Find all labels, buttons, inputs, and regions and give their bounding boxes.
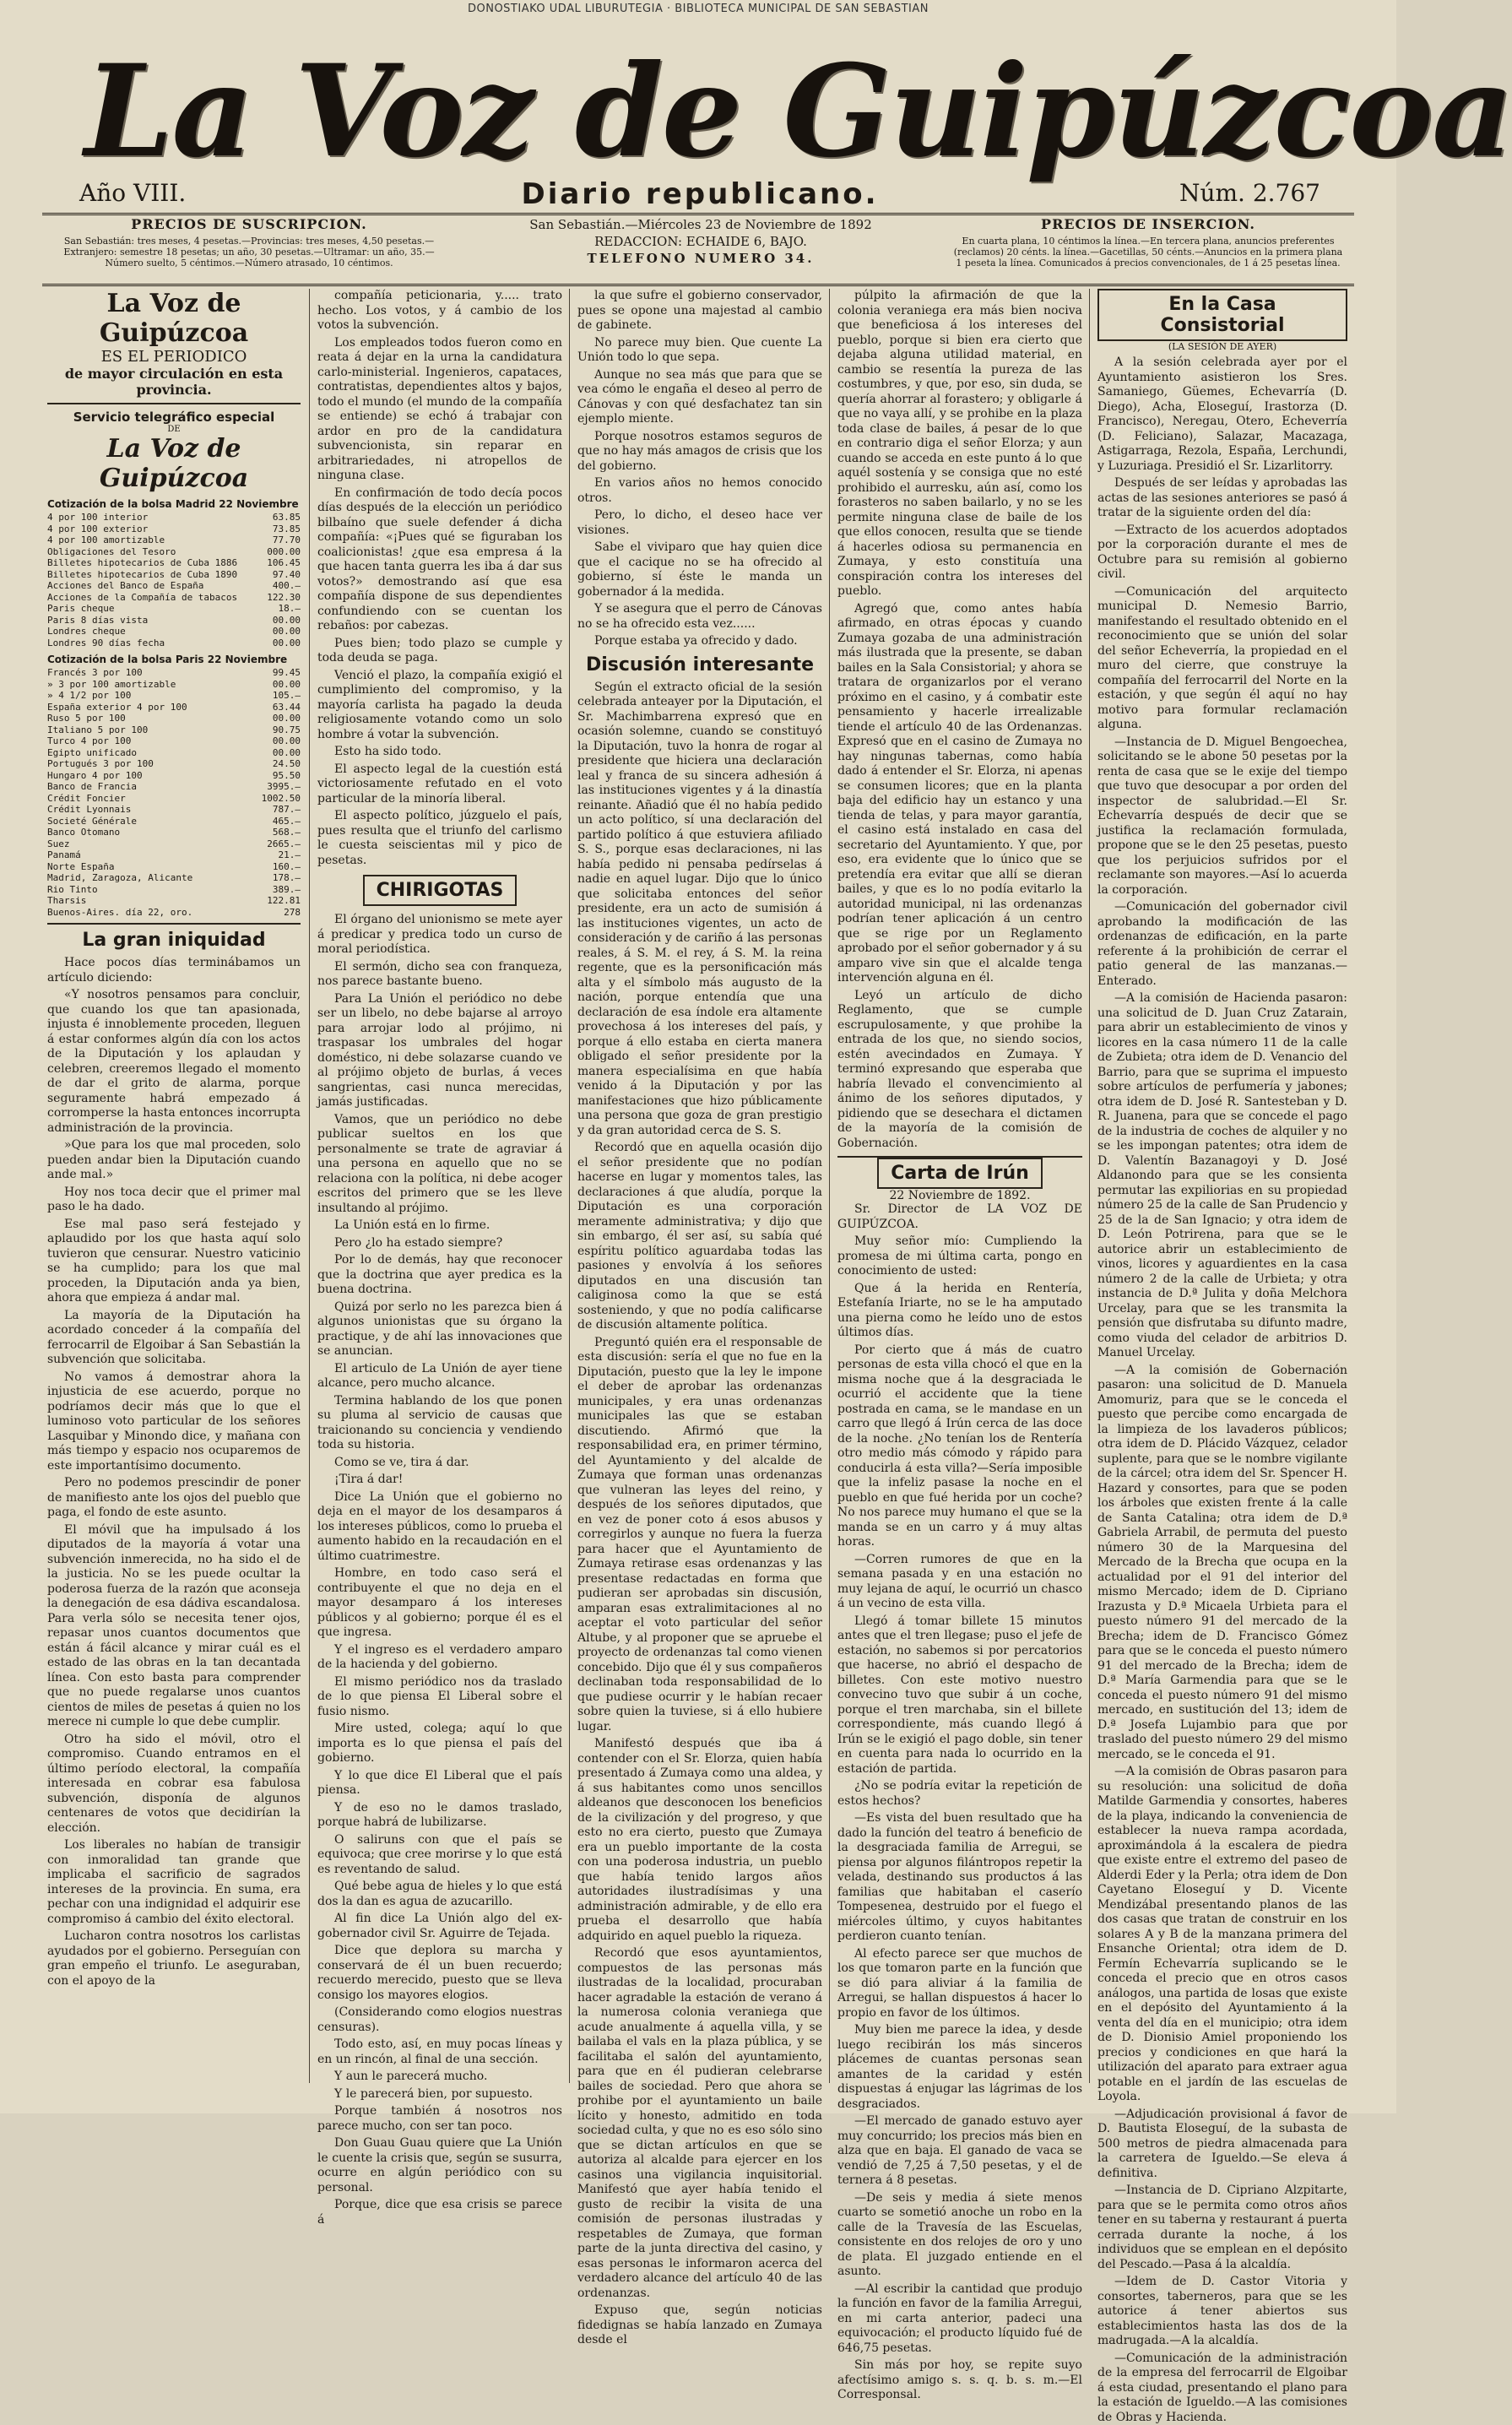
quote-value: 000.00 (267, 546, 301, 558)
paragraph: El mismo periódico nos da traslado de lo que piensa El Liberal sobre el fusio nismo. (317, 1675, 562, 1720)
quote-value: 18.— (279, 603, 301, 615)
paragraph: Dice que deplora su marcha y conservará de él un buen recuerdo; recuerdo merecido, puesto que se lleva consigo los mayores elogios. (317, 1944, 562, 2003)
quote-name: Obligaciones del Tesoro (47, 546, 176, 558)
paragraph: (Considerando como elogios nuestras censuras). (317, 2005, 562, 2035)
paragraph: »Que para los que mal proceden, solo pueden andar bien la Diputación cuando ande mal.» (47, 1138, 301, 1183)
article-body (47, 956, 301, 1988)
paragraph: Y lo que dice El Liberal que el país piensa. (317, 1769, 562, 1798)
paragraph: Por cierto que á más de cuatro personas de esta villa chocó el que en la misma noche que á la desgraciada le ocurrió el accidente que la tiene postrada en cama, se le mandase en un carro que llegó á Irún cerca de las doce de la noche. ¿No tenían los de Rentería otro medio más cómodo y rápido para conducirla á esta villa?—Sería imposible que la infeliz pasase la noche en el pueblo en que fué herida por un coche? No nos parece muy humano el que se la manda se en un carro y á muy altas horas. (837, 1343, 1082, 1550)
quote-value: 400.— (273, 580, 301, 592)
quote-value: 2665.— (267, 838, 301, 850)
quote-name: Societé Générale (47, 816, 137, 827)
quote-value: 00.00 (273, 747, 301, 759)
paragraph: Muy bien me parece la idea, y desde luego recibirán los más sinceros plácemes de cuantas personas sean amantes de la caridad y estén dispuestas á enjugar las lágrimas de los desgraciados. (837, 2023, 1082, 2112)
paragraph: Expuso que, según noticias fidedignas se había lanzado en Zumaya desde el (577, 2303, 822, 2348)
paragraph: La Unión está en lo firme. (317, 1218, 562, 1234)
quote-row (47, 895, 301, 907)
year-label: Año VIII. (79, 179, 186, 207)
letter-salutation: Sr. Director de LA VOZ DE GUIPÚZCOA. (837, 1202, 1082, 1232)
article-body (577, 289, 822, 649)
paragraph: Pero no podemos prescindir de poner de manifiesto ante los ojos del pueblo que paga, el fondo de este asunto. (47, 1476, 301, 1521)
paragraph: Pero ¿lo ha estado siempre? (317, 1236, 562, 1251)
telegraph-de: DE (47, 425, 301, 434)
madrid-quotes (47, 512, 301, 648)
quote-name: » 4 1/2 por 100 (47, 690, 131, 702)
quote-name: Londres 90 días fecha (47, 637, 165, 649)
paragraph: Para La Unión el periódico no debe ser un libelo, no debe bajarse al arroyo para arrojar lodo al prójimo, ni traspasar los umbrales del hogar doméstico, ni debe solazarse cuando ve al prójimo objeto de burlas, á veces sangrientas, casi nunca merecidas, jamás justificadas. (317, 992, 562, 1110)
paragraph: Sabe el viviparo que hay quien dice que el cacique no se ha ofrecido al gobierno, sí éste le manda un gobernador á la medida. (577, 540, 822, 599)
article-title: La gran iniquidad (47, 930, 301, 951)
article-title: En la Casa Consistorial (1111, 294, 1334, 336)
letter-date: 22 Noviembre de 1892. (837, 1189, 1082, 1202)
paragraph: El órgano del unionismo se mete ayer á predicar y predica todo un curso de moral periodística. (317, 913, 562, 958)
paragraph: Y le parecerá bien, por supuesto. (317, 2087, 562, 2102)
quote-row (47, 884, 301, 896)
paragraph: —Corren rumores de que en la semana pasada y en una estación no muy lejana de aquí, le ocurrió un chasco á un vecino de esta villa. (837, 1553, 1082, 1612)
paragraph: —Instancia de D. Cipriano Alzpitarte, para que se le permita como otros años tener en su taberna y restaurant á puerta cerrada durante la noche, á los individuos que se emplean en el depósito del Pescado.—Pasa á la alcaldía. (1097, 2184, 1347, 2272)
quote-name: Banco de Francia (47, 781, 137, 793)
paragraph: Sin más por hoy, se repite suyo afectísimo amigo s. s. q. b. s. m.—El Corresponsal. (837, 2358, 1082, 2403)
quote-name: Acciones de la Compañía de tabacos (47, 592, 237, 604)
paragraph: Recordó que en aquella ocasión dijo el señor presidente que no podían hacerse en lugar y momentos tales, las declaraciones á que aludía, porque la Diputación es una corporación meramente administrativa; y dijo que sin embargo, él ser así, su sabía qué espíritu político aguardaba todas las pasiones y envolvía á los señores diputados en una discusión tan caliginosa como la que se está sosteniendo, y que no podía calificarse de discusión altamente política. (577, 1141, 822, 1333)
quote-row (47, 758, 301, 770)
date-line: San Sebastián.—Miércoles 23 de Noviembre de 1892 (515, 216, 886, 233)
paragraph: Venció el plazo, la compañía exigió el cumplimiento del compromiso, y la mayoría carlista ha pagado la deuda religiosamente votando como un solo hombre á votar la subvención. (317, 669, 562, 743)
paragraph: El aspecto legal de la cuestión está victoriosamente refutado en el voto particular de la minoría liberal. (317, 762, 562, 807)
paragraph: ¡Tira á dar! (317, 1473, 562, 1488)
column-divider (309, 289, 310, 2083)
promo-line: de mayor circulación en esta provincia. (47, 366, 301, 398)
paragraph: No vamos á demostrar ahora la injusticia de ese acuerdo, porque no podríamos decir más que lo que el luminoso voto particular de los señores Lasquibar y Minondo dice, y mañana con más tiempo y espacio nos ocuparemos de este importantísimo documento. (47, 1370, 301, 1474)
masthead-subrow (79, 177, 1320, 213)
archive-label: DONOSTIAKO UDAL LIBURUTEGIA · BIBLIOTECA MUNICIPAL DE SAN SEBASTIAN (0, 0, 1396, 21)
paragraph: Leyó un artículo de dicho Reglamento, que se cumple escrupulosamente, y que prohibe la entrada de los que, no siendo socios, estén avecindados en Zumaya. Y terminó expresando que esperaba que habría llevado el convencimiento al ánimo de los señores diputados, y pidiendo que se desechara el dictamen de la mayoría de la comisión de Gobernación. (837, 989, 1082, 1152)
paragraph: Pero, lo dicho, el deseo hace ver visiones. (577, 508, 822, 538)
quote-name: Acciones del Banco de España (47, 580, 203, 592)
quote-value: 63.85 (273, 512, 301, 524)
quote-name: Billetes hipotecarios de Cuba 1890 (47, 569, 237, 581)
quote-row (47, 735, 301, 747)
quote-name: Panamá (47, 849, 81, 861)
column-5 (1097, 289, 1347, 2083)
quote-name: Rio Tinto (47, 884, 98, 896)
masthead-subtitle: Diario republicano. (79, 177, 1320, 211)
quote-name: Londres cheque (47, 626, 126, 637)
paragraph: Qué bebe agua de hieles y lo que está dos la dan es agua de azucarillo. (317, 1880, 562, 1909)
quote-value: 105.— (273, 690, 301, 702)
paragraph: —De seis y media á siete menos cuarto se sometió anoche un robo en la calle de la Travesía de las Escuelas, consistente en dos relojes de oro y uno de plata. El juzgado entiende en el asunto. (837, 2191, 1082, 2280)
paragraph: ¿No se podría evitar la repetición de estos hechos? (837, 1779, 1082, 1809)
quote-name: España exterior 4 por 100 (47, 702, 187, 713)
quote-value: 178.— (273, 872, 301, 884)
quote-value: 73.85 (273, 524, 301, 535)
paragraph: Según el extracto oficial de la sesión celebrada anteayer por la Diputación, el Sr. Machimbarrena expresó que en ocasión solemne, cuando se constituyó la Diputación, tuvo la honra de rogar al presidente que hiciera una declaración leal y franca de su sincera adhesión á las instituciones vigentes y á la dinastía reinante. Añadió que él no había pedido un acto político, sí una declaración del partido político á que estuviera afiliado S. S., porque esas declaraciones, ni las había pedido ni pensaba pedírselas á nadie en aquel lugar. Dijo que lo único que solicitaba entonces del señor presidente, era un acto de sumisión á las instituciones vigentes, un acto de consideración y de cariño á las personas reales, á S. M. el rey, á S. M. la reina regente, que es la personificación más alta y el símbolo más augusto de la nación, porque entendía que una declaración de esa índole era altamente provechosa á los intereses del país, y porque á ello estaba en cierta manera obligado el señor presidente por la manera especialísima en que había venido á la Diputación y por las manifestaciones que hizo públicamente una persona que goza de gran prestigio y da gran autoridad cerca de S. S. (577, 681, 822, 1139)
quote-value: 00.00 (273, 713, 301, 724)
quote-value: 3995.— (267, 781, 301, 793)
paragraph: —Instancia de D. Miguel Bengoechea, solicitando se le abone 50 pesetas por la renta de casa que se le exije del tiempo que tuvo que desocupar a por orden del inspector de salubridad.—El Sr. Echevarría después de decir que se justifica la reclamación formulada, propone que se le den 25 pesetas, puesto que los perjuicios sufridos por el reclamante son mayores.—Así lo acuerda la corporación. (1097, 735, 1347, 898)
subscription-box (51, 216, 447, 282)
promo-line: ES EL PERIODICO (47, 348, 301, 366)
header-rule-bottom (42, 284, 1354, 286)
paragraph: Y se asegura que el perro de Cánovas no se ha ofrecido esta vez...... (577, 602, 822, 632)
paragraph: Otro ha sido el móvil, otro el compromiso. Cuando entramos en el último período electoral, la compañía interesada en cobrar esa fabulosa subvención, disponía de algunos centenares de votos que decidirían la elección. (47, 1733, 301, 1836)
paragraph: Llegó á tomar billete 15 minutos antes que el tren llegase; puso el jefe de estación, no sabemos si por percatorios que hacerse, no abrió el despacho de billetes. Con este motivo nuestro convecino tuvo que subir á un coche, porque el tren marchaba, sin el billete correspondiente, más cuando llegó á Irún se le exigió el pago doble, sin tener en cuenta para nada lo ocurrido en la estación de partida. (837, 1614, 1082, 1777)
paragraph: «Y nosotros pensamos para concluir, que cuando los que tan apasionada, injusta é innoblemente proceden, lleguen á estar conformes algún día con los actos de la Diputación y los aplaudan y celebren, creeremos llegado el momento de dar el grito de alarma, porque seguramente habrá empezado á corromperse la hasta entonces incorrupta administración de la provincia. (47, 988, 301, 1136)
article-body (837, 289, 1082, 1151)
paragraph: —Comunicación del arquitecto municipal D. Nemesio Barrio, manifestando el resultado obtenido en el reconocimiento que se unión del solar del señor Echeverría, la propiedad en el muro del cierre, que construye la compañía del ferrocarril del Norte en la estación, y que según él aquí no hay motivo para formular reclamación alguna. (1097, 585, 1347, 733)
subscription-title: PRECIOS DE SUSCRIPCION. (51, 216, 447, 232)
quote-value: 106.45 (267, 557, 301, 569)
quote-name: Francés 3 por 100 (47, 667, 143, 679)
quote-name: Turco 4 por 100 (47, 735, 131, 747)
quote-name: Paris cheque (47, 603, 114, 615)
quote-row (47, 580, 301, 592)
paragraph: O saliruns con que el país se equivoca; que cree morirse y lo que está es reventando de salud. (317, 1833, 562, 1878)
paragraph: Al fin dice La Unión algo del ex-gobernador civil Sr. Aguirre de Tejada. (317, 1912, 562, 1941)
madrid-quotes-title: Cotización de la bolsa Madrid 22 Noviembre (47, 498, 301, 510)
quote-value: 97.40 (273, 569, 301, 581)
paragraph: Quizá por serlo no les parezca bien á algunos unionistas que su órgano la practique, y de ahí las innovaciones que se anuncian. (317, 1300, 562, 1359)
paragraph: —A la comisión de Obras pasaron para su resolución: una solicitud de doña Matilde Garmendia y consortes, haberes de la playa, indicando la conveniencia de establecer la nueva rampa acordada, aproximándola á la escalera de piedra que existe entre el extremo del paseo de Alderdi Eder y la Perla; otra idem de Don Cayetano Eloseguí y D. Vicente Mendizábal presentando planos de las dos casas que tratan de construir en los solares A y B de la manzana primera del Ensanche Oriental; otra idem de D. Fermín Echevarría suplicando se le conceda el precio que en otros casos análogos, una partida de losas que existe en el depósito del Ayuntamiento á la venta del día en el municipio; otra idem de D. Dionisio Amiel proponiendo los precios y condiciones en que hará la utilización del aparato para extraer agua potable en el jardín de las escuelas de Loyola. (1097, 1765, 1347, 2105)
article-title: Discusión interesante (577, 654, 822, 675)
column-3 (577, 289, 822, 2083)
paragraph: Mire usted, colega; aquí lo que importa es lo que piensa el país del gobierno. (317, 1722, 562, 1766)
quote-value: 00.00 (273, 626, 301, 637)
quote-row (47, 637, 301, 649)
quote-row (47, 907, 301, 919)
paragraph: A la sesión celebrada ayer por el Ayuntamiento asistieron los Sres. Samaniego, Güemes, Echevarría (D. Diego), Acha, Eloseguí, Irastorza (D. Francisco), Neregau, Otero, Echeverría (D. Feliciano), Salazar, Macazaga, Astigarraga, Rezola, España, Lerchundi, y Luzuriaga. Presidió el Sr. Lizarlitorry. (1097, 355, 1347, 474)
quote-name: » 3 por 100 amortizable (47, 679, 176, 691)
quote-value: 00.00 (273, 735, 301, 747)
paragraph: Los empleados todos fueron como en reata á dejar en la urna la candidatura carlo-ministerial. Ingenieros, capataces, contratistas, dependientes altos y bajos, todo el mundo (el mundo de la compañía se entiende) se echó á trabajar con ardor en pro de la candidatura subvencionista, sin reparar en arbitrariedades, ni atropellos de ninguna clase. (317, 336, 562, 484)
quote-name: Italiano 5 por 100 (47, 724, 148, 736)
quote-row (47, 512, 301, 524)
paragraph: —Idem de D. Castor Vitoria y consortes, taberneros, para que se les autorice á tener abiertos sus establecimientos hasta las dos de la madrugada.—A la alcaldía. (1097, 2275, 1347, 2349)
paragraph: Por lo de demás, hay que reconocer que la doctrina que ayer predica es la buena doctrina. (317, 1253, 562, 1298)
header-rule-top (42, 213, 1354, 215)
quote-value: 63.44 (273, 702, 301, 713)
quote-row (47, 872, 301, 884)
insertion-title: PRECIOS DE INSERCION. (950, 216, 1347, 232)
quote-value: 99.45 (273, 667, 301, 679)
quote-value: 77.70 (273, 534, 301, 546)
quote-row (47, 557, 301, 569)
quote-value: 160.— (273, 861, 301, 873)
paragraph: En varios años no hemos conocido otros. (577, 476, 822, 506)
paragraph: la que sufre el gobierno conservador, pues se opone una majestad al cambio de gabinete. (577, 289, 822, 334)
paragraph: Don Guau Guau quiere que La Unión le cuente la crisis que, según se susurra, ocurre en algún periódico con su personal. (317, 2136, 562, 2195)
quote-name: Portugués 3 por 100 (47, 758, 154, 770)
date-box (515, 216, 886, 282)
redaccion-line: REDACCION: ECHAIDE 6, BAJO. (515, 233, 886, 250)
quote-value: 465.— (273, 816, 301, 827)
quote-row (47, 827, 301, 838)
quote-name: Crédit Lyonnais (47, 804, 131, 816)
paragraph: —Al escribir la cantidad que produjo la función en favor de la familia Arregui, en mi carta anterior, padeci una equivocación; el producto líquido fué de 646,75 pesetas. (837, 2282, 1082, 2357)
quote-value: 787.— (273, 804, 301, 816)
quote-name: 4 por 100 exterior (47, 524, 148, 535)
paragraph: El sermón, dicho sea con franqueza, nos parece bastante bueno. (317, 960, 562, 990)
paragraph: Porque, dice que esa crisis se parece á (317, 2198, 562, 2227)
paragraph: En confirmación de todo decía pocos días después de la elección un periódico bilbaíno que suele defender á dicha compañía: «¡Pues qué se figuraban los coalicionistas! ¿que esa empresa á la que hacen tanta guerra les iba á dar sus votos?» demostrando así que esa compañía dispone de sus dependientes confundiendo con se cuentan los rebaños: por cabezas. (317, 486, 562, 634)
paragraph: Termina hablando de los que ponen su pluma al servicio de causas que traicionando su conciencia y vendiendo toda su historia. (317, 1394, 562, 1453)
quote-row (47, 569, 301, 581)
column-divider (1089, 289, 1090, 2083)
quote-row (47, 804, 301, 816)
paragraph: —El mercado de ganado estuvo ayer muy concurrido; los precios más bien en alza que en baja. El ganado de vaca se vendió de 7,25 á 7,50 pesetas, y el de ternera á 8 pesetas. (837, 2114, 1082, 2189)
quote-row (47, 702, 301, 713)
article-body (577, 681, 822, 2348)
paragraph: Pues bien; todo plazo se cumple y toda deuda se paga. (317, 637, 562, 666)
paragraph: —A la comisión de Gobernación pasaron: una solicitud de D. Manuela Amomuriz, para que se le conceda el puesto que percibe como encargada de la limpieza de los lavaderos públicos; otra idem de D. Plácido Vázquez, celador suplente, para que se le nombre vigilante de la cárcel; otra idem del Sr. Spencer H. Hazard y consortes, para que se poden los árboles que existen frente á la calle de Santa Catalina; otra idem de D.ª Gabriela Arrabil, de permuta del puesto número 30 de la Marquesina del Mercado de la Brecha que ocupa en la actualidad por el 91 del interior del mismo Mercado; idem de D. Cipriano Irazusta y D.ª Micaela Urbieta para el puesto número 91 del mercado de la Brecha; idem de D. Francisco Gómez para que se le conceda el puesto número 91 del mercado de la Brecha; idem de D.ª María Garmendia para que se le conceda el puesto número 91 del mismo mercado, en sustitución del 13; idem de D.ª Josefa Lujambio para que por traslado del puesto número 29 del mismo mercado, se le conceda el 91. (1097, 1364, 1347, 1763)
paragraph: —Adjudicación provisional á favor de D. Bautista Eloseguí, de la subasta de 500 metros de piedra almacenada para la carretera de Igueldo.—Se eleva á definitiva. (1097, 2108, 1347, 2182)
quote-row (47, 849, 301, 861)
quote-name: 4 por 100 interior (47, 512, 148, 524)
insertion-box (950, 216, 1347, 282)
quote-value: 122.30 (267, 592, 301, 604)
quote-row (47, 603, 301, 615)
quote-name: Buenos-Aires. día 22, oro. (47, 907, 192, 919)
quote-name: Billetes hipotecarios de Cuba 1886 (47, 557, 237, 569)
quote-name: Banco Otomano (47, 827, 120, 838)
paragraph: Esto ha sido todo. (317, 745, 562, 760)
paragraph: Y de eso no le damos traslado, porque habrá de lubilizarse. (317, 1801, 562, 1831)
quote-value: 90.75 (273, 724, 301, 736)
paragraph: —Comunicación de la administración de la empresa del ferrocarril de Elgoibar á esta ciudad, presentando el plano para la estación de Igueldo.—A las comisiones de Obras y Hacienda. (1097, 2352, 1347, 2425)
paragraph: Aunque no sea más que para que se vea cómo le engaña el deseo al perro de Cánovas y con qué desfachatez tan sin ejemplo miente. (577, 368, 822, 427)
quote-name: Norte España (47, 861, 114, 873)
quote-name: Ruso 5 por 100 (47, 713, 126, 724)
paragraph: Porque nosotros estamos seguros de que no hay más amagos de crisis que los del gobierno. (577, 430, 822, 475)
telegraph-paper: La Voz de Guipúzcoa (47, 434, 301, 493)
quote-row (47, 724, 301, 736)
article-title: Carta de Irún (891, 1163, 1029, 1184)
paragraph: —Comunicación del gobernador civil aprobando la modificación de las ordenanzas de edificación, en la parte referente á la prohibición de cerrar el patio general de las manzanas.—Enterado. (1097, 900, 1347, 989)
quote-row (47, 816, 301, 827)
article-body (317, 289, 562, 868)
quote-name: Suez (47, 838, 70, 850)
telegraph-section (47, 410, 301, 918)
telefono-line: TELEFONO NUMERO 34. (515, 250, 886, 267)
quote-name: Madrid, Zaragoza, Alicante (47, 872, 192, 884)
quote-value: 95.50 (273, 770, 301, 782)
paragraph: El móvil que ha impulsado á los diputados de la mayoría á votar una subvención inmerecida, no ha sido el de la justicia. No se les puede ocultar la poderosa fuerza de la razón que aconseja la denegación de esa dádiva escandalosa. Para verla sólo se necesita tener ojos, repasar unos cuantos documentos que están á fácil alcance y mirar cuál es el estado de las obras en la tan decantada línea. Con esto basta para comprender que no puede regalarse unos cuantos cientos de miles de pesetas á quien no los merece ni cumple lo que debe cumplir. (47, 1523, 301, 1730)
quote-name: Crédit Foncier (47, 793, 126, 805)
paris-quotes (47, 667, 301, 918)
paragraph: Vamos, que un periódico no debe publicar sueltos en los que personalmente se trate de agraviar á una persona en aquello que no se relaciona con la política, ni debe acoger escritos del primero que se les lleve insultando al prójimo. (317, 1113, 562, 1217)
quote-name: Egipto unificado (47, 747, 137, 759)
quote-value: 00.00 (273, 615, 301, 627)
paragraph: Hace pocos días terminábamos un artículo diciendo: (47, 956, 301, 985)
paragraph: Hoy nos toca decir que el primer mal paso le ha dado. (47, 1185, 301, 1215)
quote-value: 122.81 (267, 895, 301, 907)
quote-value: 1002.50 (262, 793, 301, 805)
telegraph-title: Servicio telegráfico especial (47, 410, 301, 425)
paragraph: compañía peticionaria, y..... trato hecho. Los votos, y á cambio de los votos la subvención. (317, 289, 562, 334)
quote-row (47, 770, 301, 782)
issue-number: Núm. 2.767 (1179, 179, 1320, 207)
quote-row (47, 534, 301, 546)
paragraph: El aspecto político, júzguelo el país, pues resulta que el triunfo del carlismo le cuesta seiscientas mil y pico de pesetas. (317, 809, 562, 868)
paragraph: Y el ingreso es el verdadero amparo de la hacienda y del gobierno. (317, 1643, 562, 1673)
paragraph: Como se ve, tira á dar. (317, 1456, 562, 1471)
promo-box (47, 289, 301, 404)
column-1 (47, 289, 301, 2083)
paragraph: Todo esto, así, en muy pocas líneas y en un rincón, al final de una sección. (317, 2037, 562, 2067)
paragraph: —A la comisión de Hacienda pasaron: una solicitud de D. Juan Cruz Zatarain, para abrir un establecimiento de vinos y licores en la casa número 11 de la calle de Zubieta; otra idem de D. Venancio del Barrio, para que se suprima el impuesto sobre artículos de perfumería y jabones; otra idem de D. José R. Santesteban y D. R. Juanena, para que se concede el pago de la industria de coches de alquiler y no se les impongan patentes; otra idem de D. Valentín Bazanagoyi y D. José Aldanondo para que se les consienta permutar las expiliorias en su propiedad número 25 de la calle de San Prudencio y 25 de la de San Ignacio; y otra idem de D. León Potrirena, para que se le autorice abrir un establecimiento de vinos, licores y aguardientes en la casa número 2 de la calle de Urbieta; y otra instancia de D.ª Julita y doña Melchora Urcelay, para que se les transmita la pensión que disfrutaba su difunto madre, como viuda del celador de arbitrios D. Manuel Urcelay. (1097, 991, 1347, 1361)
quote-name: 4 por 100 amortizable (47, 534, 165, 546)
column-4 (837, 289, 1082, 2083)
paragraph: Que á la herida en Rentería, Estefanía Iriarte, no se le ha amputado una pierna como he leído uno de estos últimos días. (837, 1282, 1082, 1341)
paragraph: El articulo de La Unión de ayer tiene alcance, pero mucho alcance. (317, 1362, 562, 1392)
paragraph: Dice La Unión que el gobierno no deja en el mayor de los desamparos á los intereses públicos, como lo prueba el aumento habido en la recaudación en el último cuatrimestre. (317, 1490, 562, 1565)
paragraph: —Es vista del buen resultado que ha dado la función del teatro á beneficio de la desgraciada familia de Arregui, se piensa por algunos filántropos repetir la velada, destinando sus productos á las familias que habitaban el caserío Tompesenea, destruido por el fuego el miércoles último, y cuyos habitantes perdieron cuanto tenían. (837, 1811, 1082, 1945)
quote-row (47, 679, 301, 691)
column-2 (317, 289, 562, 2083)
paragraph: No parece muy bien. Que cuente La Unión todo lo que sepa. (577, 336, 822, 366)
quote-value: 389.— (273, 884, 301, 896)
quote-name: Hungaro 4 por 100 (47, 770, 143, 782)
quote-name: Tharsis (47, 895, 86, 907)
paragraph: Porque estaba ya ofrecido y dado. (577, 634, 822, 649)
masthead-title: La Voz de Guipúzcoa (84, 42, 1317, 182)
quote-row (47, 713, 301, 724)
subscription-text: San Sebastián: tres meses, 4 pesetas.—Provincias: tres meses, 4,50 pesetas.—Extranjero: semestre 18 pesetas; un año, 30 pesetas.—Ultramar: un año, 35.—Número suelto, 5 céntimos.—Número atrasado, 10 céntimos. (51, 236, 447, 269)
section-body (317, 913, 562, 2227)
quote-row (47, 524, 301, 535)
paragraph: Manifestó después que iba á contender con el Sr. Elorza, quien había presentado á Zumaya como una aldea, y á sus habitantes como unos sencillos aldeanos que desconocen los beneficios de la civilización y del progreso, y que esto no era cierto, puesto que Zumaya era un pueblo importante de la costa con una poderosa industria, un pueblo que había tenido largos años autoridades ilustradísimas y una administración admirable, y de ello era prueba el desarrollo que había adquirido en aquel pueblo la riqueza. (577, 1737, 822, 1944)
paragraph: púlpito la afirmación de que la colonia veraniega era más bien nociva que beneficiosa á los intereses del pueblo, porque si bien era cierto que dejaba alguna utilidad material, en cambio se resentía la pureza de las costumbres, y que, por eso, sin duda, se quería ahorrar al forastero; y obligarle á que no vaya allí, y se prohibe en la plaza toda clase de bailes, á pesar de lo que en contrario diga el señor Elorza; y aun cuando se acceda en este punto á lo que aquél sostenía y se consiga que no esté prohibido el aurresku, aún así, como los forasteros no saben bailarlo, y no se les permite ninguna clase de baile de los que ellos conocen, resulta que se tiende á hacerles odiosa su permanencia en Zumaya, y esto constituía una conspiración contra los intereses del pueblo. (837, 289, 1082, 599)
paragraph: Muy señor mío: Cumpliendo la promesa de mi última carta, pongo en conocimiento de usted: (837, 1234, 1082, 1279)
quote-row (47, 861, 301, 873)
paragraph: Y aun le parecerá mucho. (317, 2070, 562, 2085)
paragraph: La mayoría de la Diputación ha acordado conceder á la compañía del ferrocarril de Elgoibar á San Sebastián la subvención que solicitaba. (47, 1309, 301, 1368)
quote-row (47, 781, 301, 793)
quote-value: 24.50 (273, 758, 301, 770)
paragraph: Lucharon contra nosotros los carlistas ayudados por el gobierno. Perseguían con gran empeño el triunfo. Le aseguraban, con el apoyo de la (47, 1929, 301, 1988)
quote-row (47, 747, 301, 759)
quote-row (47, 838, 301, 850)
quote-value: 278 (284, 907, 301, 919)
insertion-text: En cuarta plana, 10 céntimos la línea.—En tercera plana, anuncios preferentes (reclamos) 20 cénts. la línea.—Gacetillas, 50 cénts.—Anuncios en la primera plana 1 peseta la línea. Comunicados á precios convencionales, de 1 á 25 pesetas línea. (950, 236, 1347, 269)
paragraph: Los liberales no habían de transigir con inmoralidad tan grande que implicaba el sacrificio de sagrados intereses de la provincia. En suma, era pechar con una indignidad el adquirir ese compromiso á cambio del éxito electoral. (47, 1838, 301, 1927)
quote-row (47, 546, 301, 558)
paragraph: —Extracto de los acuerdos adoptados por la corporación durante el mes de Octubre para su remisión al gobierno civil. (1097, 524, 1347, 583)
quote-row (47, 690, 301, 702)
quote-value: 568.— (273, 827, 301, 838)
article-body (1097, 355, 1347, 2425)
section-title: CHIRIGOTAS (377, 880, 504, 901)
quote-row (47, 626, 301, 637)
quote-row (47, 615, 301, 627)
paris-quotes-title: Cotización de la bolsa Paris 22 Noviembre (47, 654, 301, 665)
paragraph: Porque también á nosotros nos parece mucho, con ser tan poco. (317, 2104, 562, 2134)
quote-name: Paris 8 días vista (47, 615, 148, 627)
paragraph: Ese mal paso será festejado y aplaudido por los que hasta aquí solo tuvieron que censurar. Nuestro vaticinio se ha cumplido; para los que mal proceden, la Diputación anda ya bien, ahora que empieza á andar mal. (47, 1218, 301, 1306)
quote-row (47, 667, 301, 679)
paragraph: Después de ser leídas y aprobadas las actas de las sesiones anteriores se pasó á tratar de la siguiente orden del día: (1097, 476, 1347, 521)
paragraph: Al efecto parece ser que muchos de los que tomaron parte en la función que se dió para aliviar á la familia de Arregui, se hallan dispuestos á hacer lo propio en favor de los últimos. (837, 1947, 1082, 2021)
column-divider (569, 289, 570, 2083)
promo-title: La Voz de Guipúzcoa (47, 289, 301, 348)
paragraph: Recordó que esos ayuntamientos, compuestos de las personas más ilustradas de la localidad, procuraban hacer agradable la estación de verano á la numerosa colonia veraniega que acude anualmente á aquella villa, y se bailaba el vals en la plaza pública, y se facilitaba el salón del ayuntamiento, para que en él pudieran celebrarse bailes de sociedad. Pero que ahora se prohibe por el ayuntamiento un baile lícito y honesto, admitido en toda sociedad culta, y que no es eso sólo sino que se dictan artículos en que se autoriza al alcalde para ejercer en los casinos una vigilancia inquisitorial. Manifestó que ayer había tenido el gusto de recibir la visita de una comisión de personas ilustradas y respetables de Zumaya, que forman parte de la junta directiva del casino, y esas personas le informaron acerca del verdadero alcance del artículo 40 de las ordenanzas. (577, 1946, 822, 2301)
quote-value: 00.00 (273, 679, 301, 691)
letter-body (837, 1234, 1082, 2403)
article-subtitle: (LA SESIÓN DE AYER) (1097, 341, 1347, 352)
quote-value: 21.— (279, 849, 301, 861)
paragraph: Preguntó quién era el responsable de esta discusión: sería el que no fue en la Diputación, puesto que la ley le impone el deber de aprobar las ordenanzas municipales, y era unas ordenanzas municipales las que se estaban discutiendo. Afirmó que la responsabilidad era, en primer término, del Ayuntamiento y del alcalde de Zumaya que forman unas ordenanzas que vulneran las leyes del reino, y después de los señores diputados, que en vez de poner coto á esos abusos y corregirlos y aunque no fuera la fuerza para hacer que el Ayuntamiento de Zumaya retirase esas ordenanzas y las presentase redactadas en forma que pudieran ser aprobadas sin discusión, amparan esas extralimitaciones al no aceptar el voto particular del señor Altube, y al proponer que se apruebe el proyecto de ordenanzas tal como vienen concebido. Dijo que él y sus compañeros declinaban toda responsabilidad de lo que pudiese ocurrir y le habían recaer sobre quien la tuviese, si á ello hubiere lugar. (577, 1336, 822, 1735)
quote-value: 00.00 (273, 637, 301, 649)
paragraph: Agregó que, como antes había afirmado, en otras épocas y cuando Zumaya gozaba de una administración más ilustrada que la presente, se daban bailes en la Sala Consistorial; y ahora se tratara de organizarlos por el verano próximo en el casino, y á combatir este pensamiento y hacerle irrealizable tiende el artículo 40 de las Ordenanzas. Expresó que en el casino de Zumaya no hay ningunas tabernas, como había dado á entender el Sr. Elorza, ni apenas se consumen licores; que en la planta baja del edificio hay un estanco y una tienda de telas, y para mayor garantía, el casino está instalado en casa del secretario del Ayuntamiento. Y que, por eso, era evidente que lo único que se pretendía era evitar que allí se dieran bailes, y que es lo no podía evitarlo la autoridad municipal, ni las ordenanzas podrían tener aplicación á un centro que se rige por un Reglamento aprobado por el señor gobernador y á su amparo vive sin que el alcalde tenga intervención alguna en él. (837, 602, 1082, 986)
column-divider (829, 289, 830, 2083)
quote-row (47, 592, 301, 604)
paragraph: Hombre, en todo caso será el contribuyente el que no deja en el mayor desamparo á los intereses públicos y al gobierno; porque él es el que ingresa. (317, 1566, 562, 1641)
quote-row (47, 793, 301, 805)
